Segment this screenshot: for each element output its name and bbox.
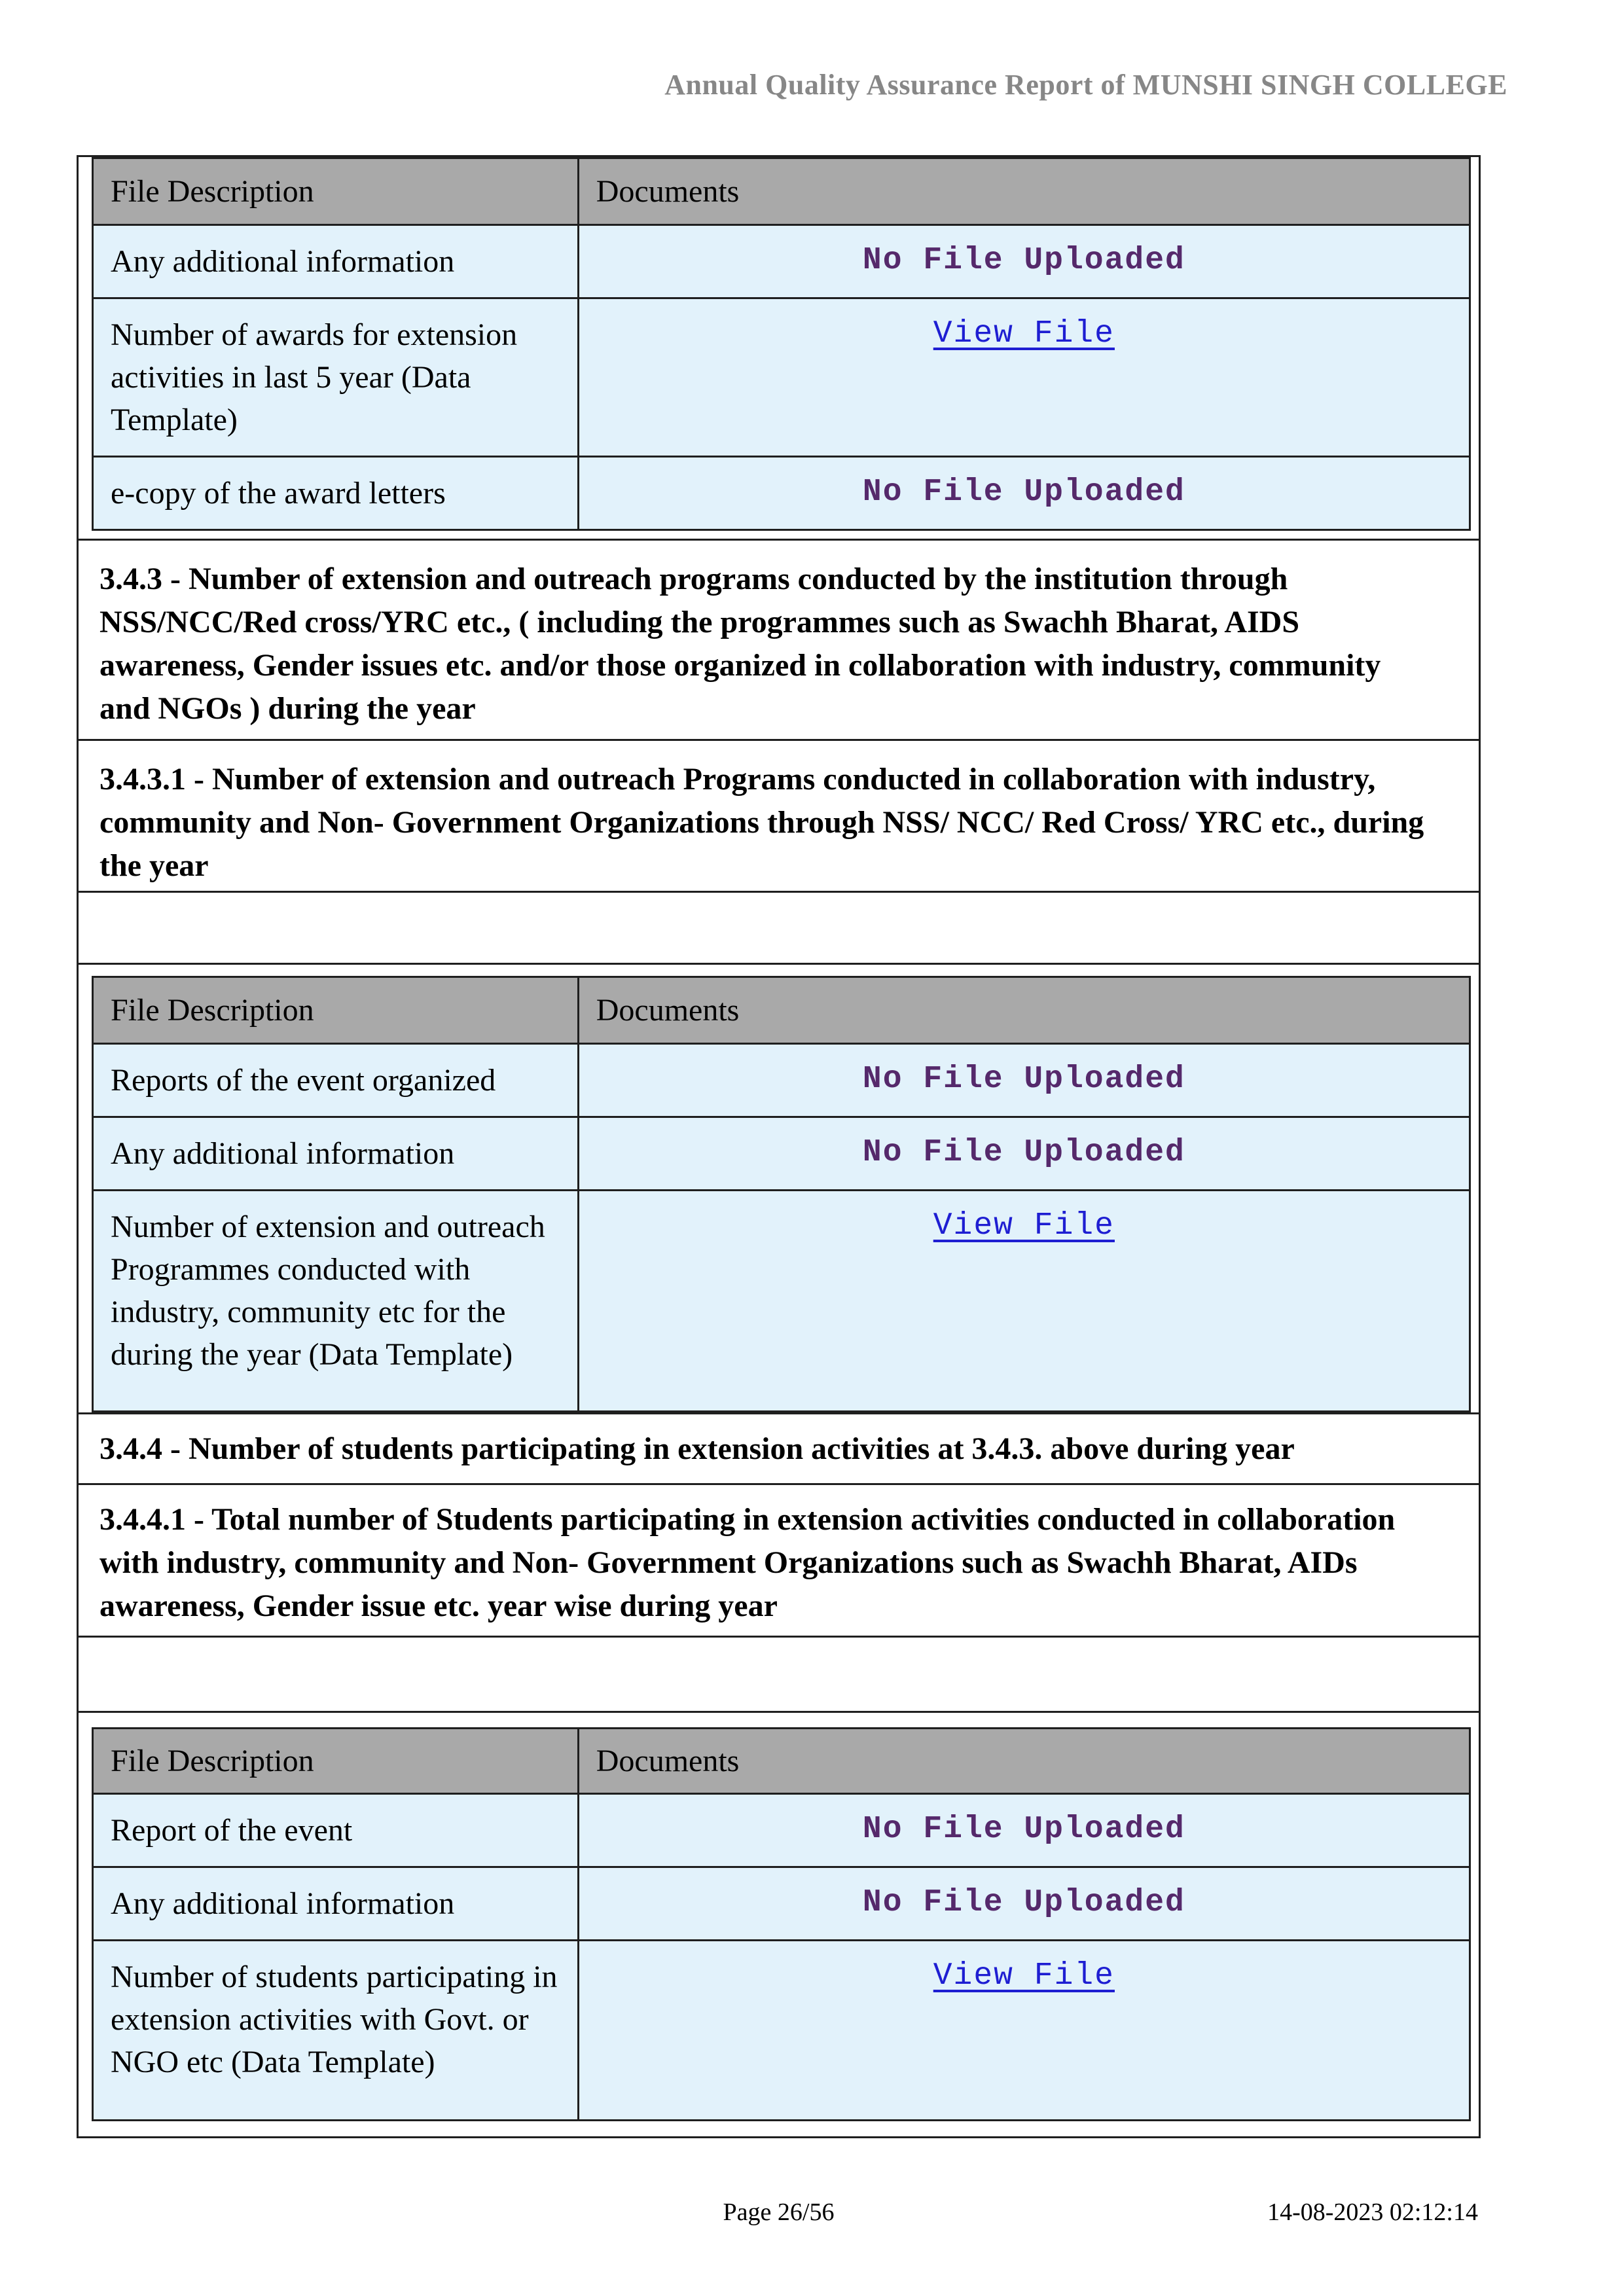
no-file-uploaded-text: No File Uploaded xyxy=(862,1885,1185,1920)
table-band xyxy=(79,1711,1479,2121)
empty-section-box xyxy=(79,1636,1479,1711)
empty-section-box xyxy=(79,891,1479,963)
file-table-student-participation xyxy=(92,1727,1471,2121)
documents-cell xyxy=(578,1794,1470,1867)
section-3-4-3-1-heading: 3.4.3.1 - Number of extension and outreach Programs conducted in collaboration with industry, community and Non- Government Organizations through NSS/ NCC/ Red Cross/ YRC etc., during the year xyxy=(79,739,1479,891)
file-description-cell: Report of the event xyxy=(93,1794,579,1867)
file-description-cell: Any additional information xyxy=(93,225,579,298)
documents-cell xyxy=(578,1867,1470,1941)
column-header-documents: Documents xyxy=(578,977,1470,1044)
table-header-row xyxy=(93,977,1470,1044)
column-header-documents: Documents xyxy=(578,158,1470,225)
page-number: Page 26/56 xyxy=(723,2198,835,2226)
column-header-documents: Documents xyxy=(578,1729,1470,1794)
file-description-cell: Any additional information xyxy=(93,1867,579,1941)
page-footer xyxy=(77,2198,1481,2227)
no-file-uploaded-text: No File Uploaded xyxy=(862,243,1185,278)
table-row xyxy=(93,1794,1470,1867)
view-file-link[interactable]: View File xyxy=(933,1208,1115,1244)
content-frame xyxy=(77,155,1481,2138)
table-row xyxy=(93,457,1470,530)
file-description-cell: e-copy of the award letters xyxy=(93,457,579,530)
documents-cell xyxy=(578,1044,1470,1117)
table-header-row xyxy=(93,1729,1470,1794)
spacer xyxy=(79,531,1479,539)
documents-cell xyxy=(578,1941,1470,2121)
file-table-outreach-programs xyxy=(92,976,1471,1412)
documents-cell xyxy=(578,1117,1470,1191)
timestamp: 14-08-2023 02:12:14 xyxy=(1267,2198,1478,2226)
documents-cell xyxy=(578,225,1470,298)
column-header-file-description: File Description xyxy=(93,1729,579,1794)
page-header xyxy=(131,68,1507,101)
table-header-row xyxy=(93,158,1470,225)
file-description-cell: Number of students participating in extension activities with Govt. or NGO etc (Data Template) xyxy=(93,1941,579,2121)
table-row xyxy=(93,1044,1470,1117)
section-3-4-3-heading: 3.4.3 - Number of extension and outreach programs conducted by the institution through NSS/NCC/Red cross/YRC etc., ( including the programmes such as Swachh Bharat, AIDS awareness, Gender issues etc. and/or those organized in collaboration with industry, community and NGOs ) during the year xyxy=(79,539,1479,739)
documents-cell xyxy=(578,457,1470,530)
no-file-uploaded-text: No File Uploaded xyxy=(862,475,1185,510)
file-description-cell: Any additional information xyxy=(93,1117,579,1191)
column-header-file-description: File Description xyxy=(93,977,579,1044)
file-description-cell: Reports of the event organized xyxy=(93,1044,579,1117)
view-file-link[interactable]: View File xyxy=(933,316,1115,351)
documents-cell xyxy=(578,298,1470,457)
documents-cell xyxy=(578,1191,1470,1412)
table-row xyxy=(93,298,1470,457)
no-file-uploaded-text: No File Uploaded xyxy=(862,1812,1185,1847)
table-row xyxy=(93,225,1470,298)
no-file-uploaded-text: No File Uploaded xyxy=(862,1135,1185,1170)
table-row xyxy=(93,1941,1470,2121)
table-row xyxy=(93,1117,1470,1191)
table-row xyxy=(93,1191,1470,1412)
report-title: Annual Quality Assurance Report of MUNSHI SINGH COLLEGE xyxy=(664,69,1507,101)
column-header-file-description: File Description xyxy=(93,158,579,225)
table-row xyxy=(93,1867,1470,1941)
table-band xyxy=(79,963,1479,1412)
file-description-cell: Number of awards for extension activities in last 5 year (Data Template) xyxy=(93,298,579,457)
section-3-4-4-heading: 3.4.4 - Number of students participating in extension activities at 3.4.3. above during year xyxy=(79,1412,1479,1483)
file-description-cell: Number of extension and outreach Programmes conducted with industry, community etc for the during the year (Data Template) xyxy=(93,1191,579,1412)
no-file-uploaded-text: No File Uploaded xyxy=(862,1062,1185,1097)
view-file-link[interactable]: View File xyxy=(933,1958,1115,1994)
section-3-4-4-1-heading: 3.4.4.1 - Total number of Students participating in extension activities conducted in collaboration with industry, community and Non- Government Organizations such as Swachh Bharat, AIDs awareness, Gender issue etc. year wise during year xyxy=(79,1483,1479,1636)
file-table-awards xyxy=(92,157,1471,531)
